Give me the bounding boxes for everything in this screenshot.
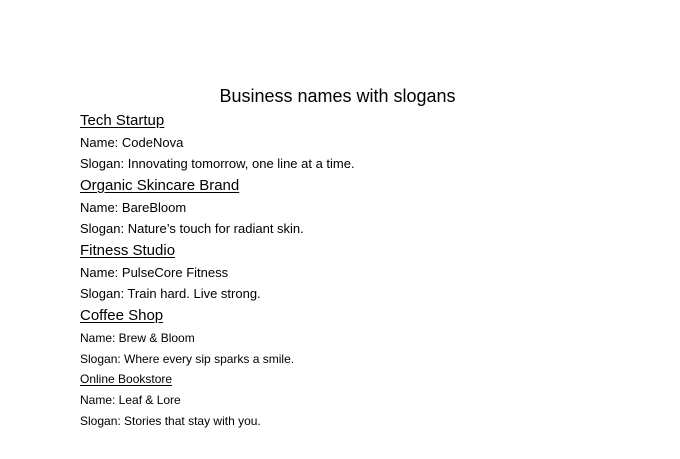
section-heading: Online Bookstore	[80, 372, 173, 386]
business-name: Name: Leaf & Lore	[80, 393, 181, 407]
business-slogan: Slogan: Nature’s touch for radiant skin.	[80, 221, 304, 236]
section-online-bookstore	[80, 372, 660, 429]
business-name: Name: PulseCore Fitness	[80, 265, 229, 280]
section-fitness-studio	[80, 242, 660, 302]
business-slogan: Slogan: Innovating tomorrow, one line at a time.	[80, 156, 355, 171]
business-slogan: Slogan: Where every sip sparks a smile.	[80, 352, 295, 366]
business-name: Name: CodeNova	[80, 135, 184, 150]
section-heading: Tech Startup	[80, 112, 165, 129]
section-tech-startup	[80, 112, 660, 172]
section-heading: Organic Skincare Brand	[80, 177, 240, 194]
section-organic-skincare-brand	[80, 177, 660, 237]
business-name: Name: Brew & Bloom	[80, 331, 195, 345]
business-slogan: Slogan: Train hard. Live strong.	[80, 286, 261, 301]
section-heading: Coffee Shop	[80, 307, 164, 324]
section-coffee-shop	[80, 307, 660, 367]
section-heading: Fitness Studio	[80, 242, 176, 259]
business-name: Name: BareBloom	[80, 200, 187, 215]
business-slogan: Slogan: Stories that stay with you.	[80, 414, 261, 428]
document-title: Business names with slogans	[219, 86, 456, 106]
